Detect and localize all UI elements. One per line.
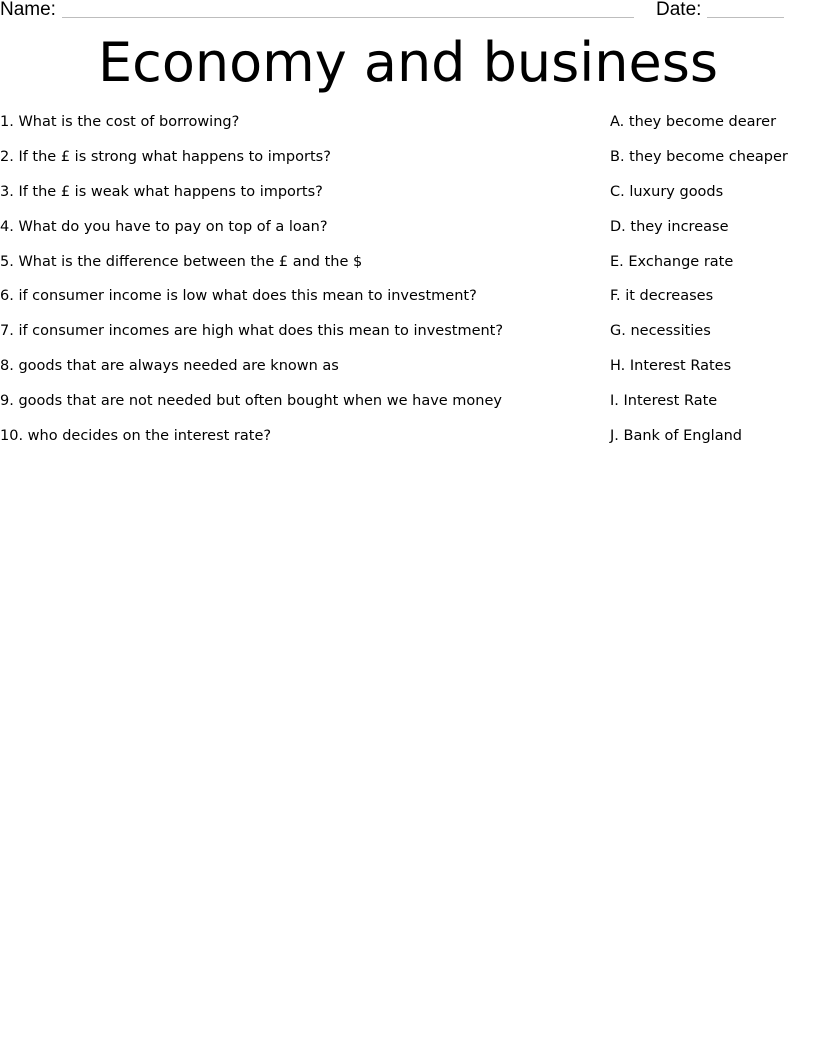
answer-item: G. necessities bbox=[610, 323, 711, 340]
question-item: 7. if consumer incomes are high what does this mean to investment? bbox=[0, 323, 504, 340]
question-item: 4. What do you have to pay on top of a loan? bbox=[0, 218, 328, 235]
question-item: 8. goods that are always needed are known as bbox=[0, 358, 339, 375]
worksheet-header bbox=[0, 0, 816, 24]
name-line[interactable] bbox=[62, 17, 634, 18]
answer-item: A. they become dearer bbox=[610, 114, 777, 130]
worksheet-title: Economy and business bbox=[98, 31, 718, 94]
question-item: 5. What is the difference between the £ and the $ bbox=[0, 253, 363, 270]
question-item: 6. if consumer income is low what does this mean to investment? bbox=[0, 288, 477, 305]
answer-item: B. they become cheaper bbox=[610, 148, 788, 165]
question-item: 1. What is the cost of borrowing? bbox=[0, 114, 240, 130]
question-item: 9. goods that are not needed but often bought when we have money bbox=[0, 393, 502, 410]
date-line[interactable] bbox=[707, 17, 784, 18]
answer-item: E. Exchange rate bbox=[610, 253, 734, 270]
answer-item: F. it decreases bbox=[610, 288, 714, 305]
answer-item: I. Interest Rate bbox=[610, 393, 718, 410]
question-item: 10. who decides on the interest rate? bbox=[0, 428, 272, 445]
answer-item: H. Interest Rates bbox=[610, 358, 732, 375]
answer-list bbox=[610, 112, 816, 461]
answer-item: C. luxury goods bbox=[610, 183, 724, 200]
date-label: Date: bbox=[656, 0, 702, 20]
question-item: 3. If the £ is weak what happens to imports? bbox=[0, 183, 323, 200]
answer-item: D. they increase bbox=[610, 218, 729, 235]
name-label: Name: bbox=[0, 0, 56, 20]
question-list bbox=[0, 112, 590, 461]
answer-item: J. Bank of England bbox=[610, 428, 742, 445]
question-item: 2. If the £ is strong what happens to imports? bbox=[0, 148, 331, 165]
